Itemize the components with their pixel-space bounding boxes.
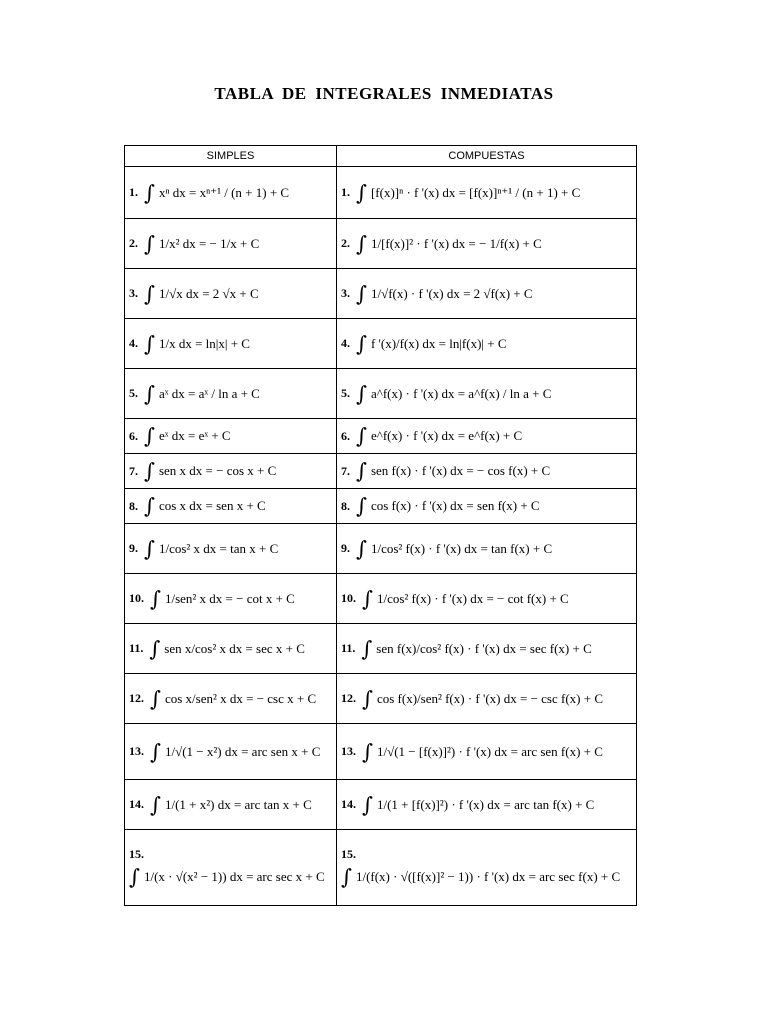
- formula-number: 8.: [341, 498, 350, 513]
- integral-sign: ∫: [144, 231, 155, 256]
- formula-number: 11.: [129, 641, 144, 655]
- compound-formula: 1/cos² f(x) · f '(x) dx = tan f(x) + C: [370, 540, 553, 556]
- compound-formula: 1/√(1 − [f(x)]²) · f '(x) dx = arc sen f(x) + C: [376, 743, 603, 759]
- integral-sign: ∫: [361, 636, 373, 661]
- simple-integral-cell: [125, 219, 337, 269]
- compound-formula: cos f(x) · f '(x) dx = sen f(x) + C: [370, 498, 540, 513]
- formula-number: 3.: [129, 286, 138, 300]
- simple-integral-cell: [125, 574, 337, 624]
- compound-integral-cell: [337, 674, 637, 724]
- compound-formula: [f(x)]ⁿ · f '(x) dx = [f(x)]ⁿ⁺¹ / (n + 1) + C: [370, 184, 581, 200]
- simple-formula: sen x dx = − cos x + C: [158, 463, 277, 478]
- compound-formula: sen f(x)/cos² f(x) · f '(x) dx = sec f(x) + C: [376, 640, 592, 656]
- compound-integral-cell: [337, 489, 637, 524]
- formula-number: 6.: [341, 428, 350, 443]
- simple-formula: 1/cos² x dx = tan x + C: [158, 540, 279, 556]
- compound-integral-cell: [337, 524, 637, 574]
- compound-formula: e^f(x) · f '(x) dx = e^f(x) + C: [370, 428, 523, 443]
- compound-formula: cos f(x)/sen² f(x) · f '(x) dx = − csc f(x) + C: [376, 690, 604, 706]
- formula-number: 15.: [341, 846, 356, 861]
- table-row: [125, 574, 637, 624]
- compound-formula: 1/[f(x)]² · f '(x) dx = − 1/f(x) + C: [370, 235, 542, 251]
- table-row: [125, 624, 637, 674]
- integral-sign: ∫: [341, 864, 352, 889]
- integral-sign: ∫: [144, 424, 155, 448]
- compound-formula: 1/(1 + [f(x)]²) · f '(x) dx = arc tan f(x) + C: [376, 796, 595, 812]
- integral-sign: ∫: [129, 864, 140, 889]
- simple-formula: 1/x² dx = − 1/x + C: [158, 235, 260, 251]
- simple-formula: cos x dx = sen x + C: [158, 498, 266, 513]
- integral-sign: ∫: [356, 180, 367, 205]
- integral-sign: ∫: [150, 739, 161, 764]
- formula-number: 3.: [341, 286, 350, 300]
- integral-sign: ∫: [356, 536, 367, 561]
- page-title: TABLA DE INTEGRALES INMEDIATAS: [214, 84, 554, 103]
- integral-sign: ∫: [362, 586, 373, 611]
- integral-sign: ∫: [362, 792, 373, 817]
- header-compuestas: COMPUESTAS: [337, 146, 637, 167]
- formula-number: 9.: [129, 541, 138, 555]
- formula-number: 14.: [129, 797, 144, 811]
- table-row: [125, 524, 637, 574]
- simple-formula: aˣ dx = aˣ / ln a + C: [158, 385, 260, 401]
- formula-number: 1.: [129, 185, 138, 199]
- table-row: [125, 454, 637, 489]
- compound-integral-cell: [337, 419, 637, 454]
- table-row: [125, 419, 637, 454]
- table-row: [125, 724, 637, 780]
- integral-sign: ∫: [144, 494, 155, 518]
- simple-formula: 1/(1 + x²) dx = arc tan x + C: [164, 796, 312, 812]
- simple-integral-cell: [125, 624, 337, 674]
- formula-number: 9.: [341, 541, 350, 555]
- simple-integral-cell: [125, 167, 337, 219]
- formula-number: 2.: [129, 236, 138, 250]
- integral-sign: ∫: [362, 686, 373, 711]
- table-header-row: [125, 146, 637, 167]
- integral-sign: ∫: [356, 331, 367, 356]
- compound-integral-cell: [337, 369, 637, 419]
- integral-sign: ∫: [356, 381, 367, 406]
- integral-sign: ∫: [362, 739, 373, 764]
- formula-number: 13.: [129, 744, 144, 758]
- compound-formula: 1/cos² f(x) · f '(x) dx = − cot f(x) + C: [376, 590, 569, 606]
- formula-number: 4.: [341, 336, 350, 350]
- simple-integral-cell: [125, 419, 337, 454]
- integral-sign: ∫: [356, 424, 367, 448]
- simple-formula: sen x/cos² x dx = sec x + C: [164, 640, 305, 656]
- formula-number: 6.: [129, 428, 138, 443]
- compound-formula: sen f(x) · f '(x) dx = − cos f(x) + C: [370, 463, 551, 478]
- simple-integral-cell: [125, 269, 337, 319]
- simple-formula: 1/√(1 − x²) dx = arc sen x + C: [164, 743, 321, 759]
- compound-integral-cell: [337, 167, 637, 219]
- compound-integral-cell: [337, 830, 637, 906]
- integral-sign: ∫: [150, 586, 161, 611]
- simple-integral-cell: [125, 830, 337, 906]
- formula-number: 4.: [129, 336, 138, 350]
- formula-number: 10.: [129, 591, 144, 605]
- simple-formula: xⁿ dx = xⁿ⁺¹ / (n + 1) + C: [158, 184, 290, 200]
- table-row: [125, 369, 637, 419]
- simple-integral-cell: [125, 454, 337, 489]
- compound-formula: f '(x)/f(x) dx = ln|f(x)| + C: [370, 335, 507, 351]
- simple-integral-cell: [125, 674, 337, 724]
- table-body: [125, 167, 637, 906]
- simple-integral-cell: [125, 780, 337, 830]
- formula-number: 8.: [129, 498, 138, 513]
- compound-integral-cell: [337, 219, 637, 269]
- integral-sign: ∫: [356, 231, 367, 256]
- integral-sign: ∫: [356, 281, 367, 306]
- simple-formula: eˣ dx = eˣ + C: [158, 428, 231, 443]
- simple-formula: 1/(x · √(x² − 1)) dx = arc sec x + C: [143, 868, 325, 884]
- formula-number: 5.: [129, 386, 138, 400]
- integral-sign: ∫: [144, 459, 155, 483]
- simple-integral-cell: [125, 524, 337, 574]
- simple-integral-cell: [125, 489, 337, 524]
- simple-formula: 1/sen² x dx = − cot x + C: [164, 590, 295, 606]
- header-simples: SIMPLES: [125, 146, 337, 167]
- integral-sign: ∫: [144, 180, 155, 205]
- formula-number: 10.: [341, 591, 356, 605]
- formula-number: 12.: [129, 691, 144, 705]
- integral-sign: ∫: [149, 636, 161, 661]
- compound-integral-cell: [337, 269, 637, 319]
- simple-integral-cell: [125, 724, 337, 780]
- integral-sign: ∫: [150, 686, 161, 711]
- table-row: [125, 269, 637, 319]
- compound-formula: 1/√f(x) · f '(x) dx = 2 √f(x) + C: [370, 285, 533, 301]
- simple-formula: cos x/sen² x dx = − csc x + C: [164, 690, 317, 706]
- compound-integral-cell: [337, 574, 637, 624]
- table-row: [125, 674, 637, 724]
- formula-number: 13.: [341, 744, 356, 758]
- formula-number: 11.: [341, 641, 356, 655]
- formula-number: 14.: [341, 797, 356, 811]
- compound-formula: 1/(f(x) · √([f(x)]² − 1)) · f '(x) dx = arc sec f(x) + C: [355, 868, 621, 884]
- compound-formula: a^f(x) · f '(x) dx = a^f(x) / ln a + C: [370, 385, 552, 401]
- formula-number: 12.: [341, 691, 356, 705]
- formula-number: 5.: [341, 386, 350, 400]
- compound-integral-cell: [337, 319, 637, 369]
- integral-sign: ∫: [144, 536, 155, 561]
- formula-number: 7.: [129, 463, 138, 478]
- simple-integral-cell: [125, 319, 337, 369]
- compound-integral-cell: [337, 780, 637, 830]
- integrals-table: [124, 145, 637, 906]
- compound-integral-cell: [337, 454, 637, 489]
- table-row: [125, 780, 637, 830]
- compound-integral-cell: [337, 624, 637, 674]
- compound-integral-cell: [337, 724, 637, 780]
- integral-sign: ∫: [356, 459, 367, 483]
- formula-number: 1.: [341, 185, 350, 199]
- simple-formula: 1/x dx = ln|x| + C: [158, 335, 250, 351]
- formula-number: 7.: [341, 463, 350, 478]
- formula-number: 15.: [129, 846, 144, 861]
- table-row: [125, 830, 637, 906]
- integral-sign: ∫: [144, 281, 155, 306]
- integral-sign: ∫: [144, 331, 155, 356]
- table-row: [125, 219, 637, 269]
- table-row: [125, 319, 637, 369]
- table-row: [125, 167, 637, 219]
- formula-number: 2.: [341, 236, 350, 250]
- simple-integral-cell: [125, 369, 337, 419]
- table-row: [125, 489, 637, 524]
- simple-formula: 1/√x dx = 2 √x + C: [158, 285, 259, 301]
- integral-sign: ∫: [356, 494, 367, 518]
- integral-sign: ∫: [150, 792, 161, 817]
- integral-sign: ∫: [144, 381, 155, 406]
